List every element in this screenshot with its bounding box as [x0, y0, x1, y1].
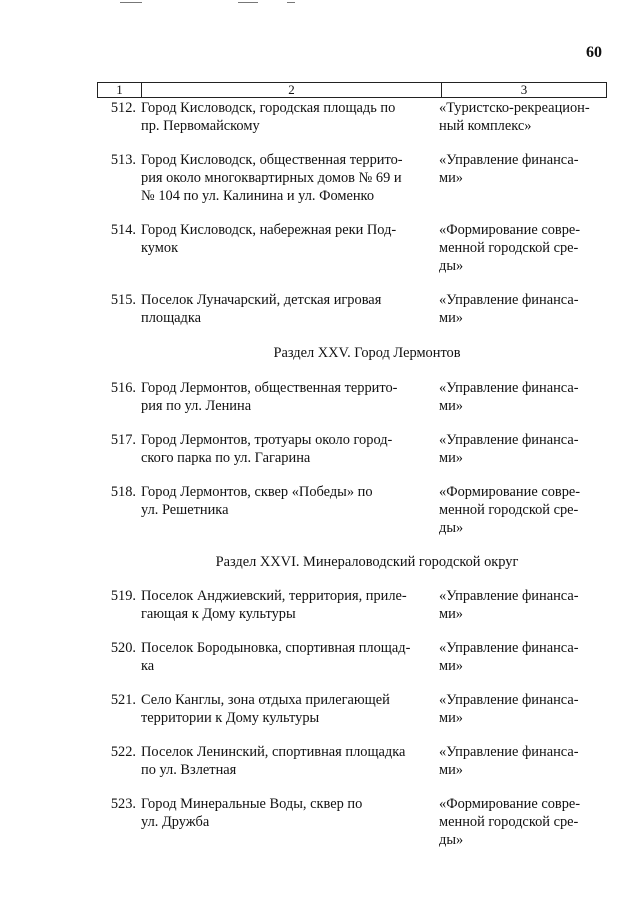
section-heading-xxvi: Раздел XXVI. Минераловодский городской округ	[215, 554, 519, 570]
header-col-3: 3	[520, 82, 528, 97]
table-row	[97, 431, 607, 467]
section-heading-xxv: Раздел XXV. Город Лермонтов	[273, 345, 461, 361]
program-name: «Формирование совре- менной городской сре- ды»	[439, 484, 581, 536]
row-number: 514.	[110, 222, 136, 238]
program-name: «Управление финанса- ми»	[439, 152, 579, 186]
row-number: 517.	[110, 432, 136, 448]
object-name: Село Канглы, зона отдыха прилегающей территории к Дому культуры	[141, 692, 390, 726]
program-name: «Управление финанса- ми»	[439, 292, 579, 326]
header-col-1: 1	[98, 83, 142, 97]
object-name: Город Кисловодск, общественная террито- рия около многоквартирных домов № 69 и № 104 по ул. Калинина и ул. Фоменко	[141, 152, 403, 204]
program-name: «Управление финанса- ми»	[439, 692, 579, 726]
program-name: «Туристско-рекреацион- ный комплекс»	[439, 100, 590, 134]
table-header	[97, 82, 607, 98]
table-row	[97, 221, 607, 275]
table-row	[97, 587, 607, 623]
object-name: Город Кисловодск, городская площадь по пр. Первомайскому	[141, 100, 396, 134]
row-number: 515.	[110, 292, 136, 308]
header-col-2: 2	[142, 83, 442, 97]
table-row	[97, 795, 607, 849]
table-row	[97, 151, 607, 205]
row-number: 523.	[110, 796, 136, 812]
row-number: 512.	[110, 100, 136, 116]
top-scan-marks	[0, 0, 640, 6]
table-row	[97, 291, 607, 327]
program-name: «Управление финанса- ми»	[439, 380, 579, 414]
row-number: 513.	[110, 152, 136, 168]
object-name: Поселок Луначарский, детская игровая площадка	[141, 292, 382, 326]
program-name: «Управление финанса- ми»	[439, 640, 579, 674]
program-name: «Управление финанса- ми»	[439, 744, 579, 778]
row-number: 522.	[110, 744, 136, 760]
table-body	[97, 98, 607, 849]
table-row	[97, 743, 607, 779]
table-row	[97, 639, 607, 675]
row-number: 516.	[110, 380, 136, 396]
object-name: Город Кисловодск, набережная реки Под- кумок	[141, 222, 397, 256]
program-name: «Формирование совре- менной городской сре- ды»	[439, 222, 581, 274]
table-row	[97, 379, 607, 415]
program-name: «Управление финанса- ми»	[439, 588, 579, 622]
object-name: Поселок Анджиевский, территория, приле- гающая к Дому культуры	[141, 588, 407, 622]
table-row	[97, 483, 607, 537]
page-number: 60	[586, 44, 602, 61]
object-name: Город Лермонтов, тротуары около город- ского парка по ул. Гагарина	[141, 432, 393, 466]
row-number: 521.	[110, 692, 136, 708]
table-row	[97, 99, 607, 135]
object-name: Город Минеральные Воды, сквер по ул. Дружба	[141, 796, 363, 830]
row-number: 518.	[110, 484, 136, 500]
program-name: «Формирование совре- менной городской сре- ды»	[439, 796, 581, 848]
row-number: 520.	[110, 640, 136, 656]
object-name: Город Лермонтов, сквер «Победы» по ул. Решетника	[141, 484, 373, 518]
row-number: 519.	[110, 588, 136, 604]
table-row	[97, 691, 607, 727]
program-name: «Управление финанса- ми»	[439, 432, 579, 466]
object-name: Город Лермонтов, общественная террито- рия по ул. Ленина	[141, 380, 398, 414]
object-name: Поселок Бородыновка, спортивная площад- ка	[141, 640, 411, 674]
object-name: Поселок Ленинский, спортивная площадка по ул. Взлетная	[141, 744, 406, 778]
